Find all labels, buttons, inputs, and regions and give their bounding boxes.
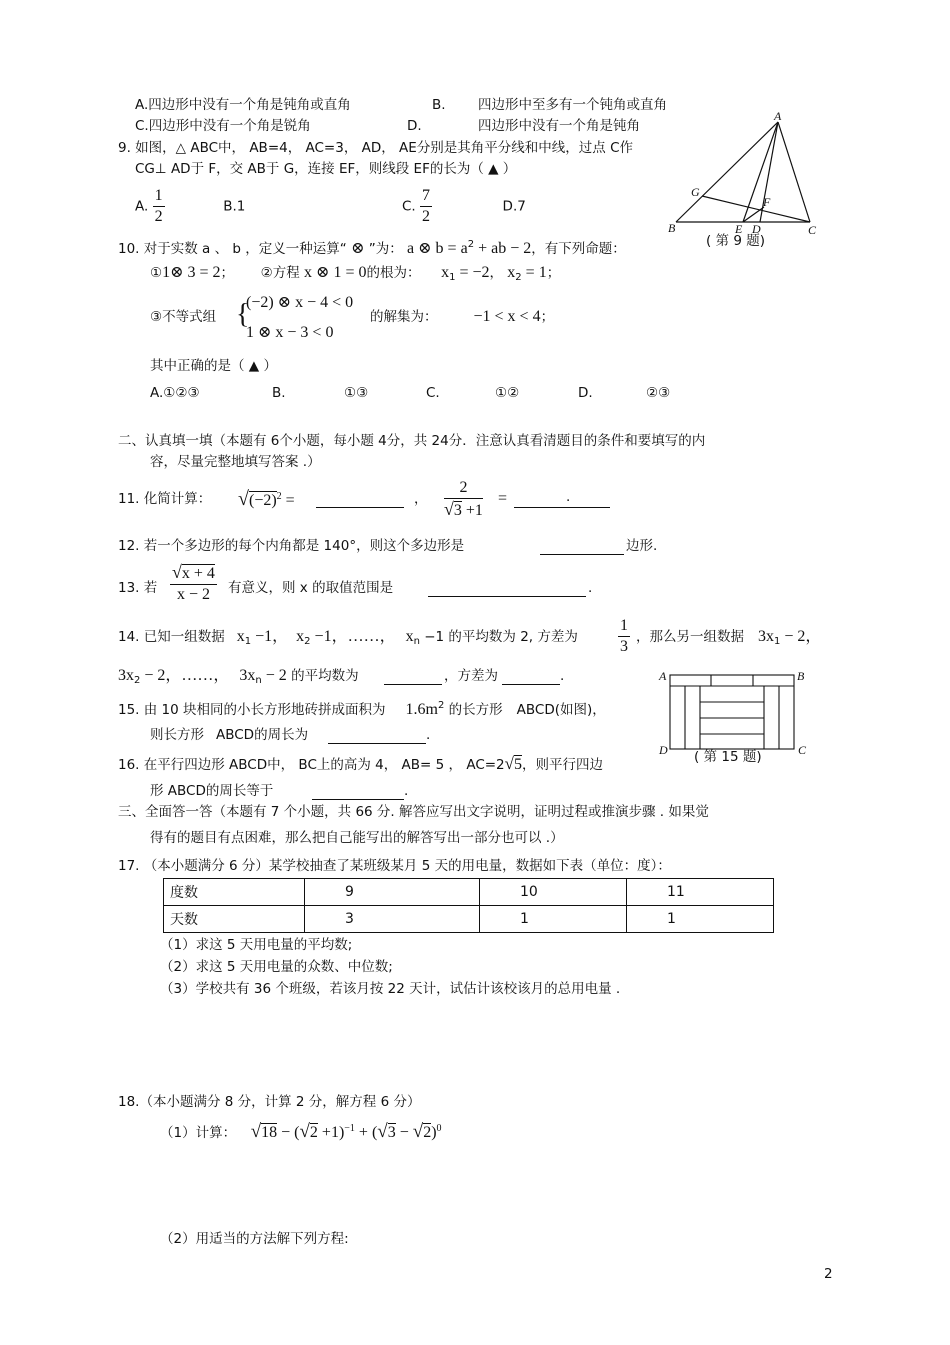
q15-label-c: C [798,743,807,756]
q8-option-c: C.四边形中没有一个角是锐角 [135,118,311,134]
q17-subquestion-2: （2）求这 5 天用电量的众数、中位数; [160,959,393,975]
q14-blank-mean[interactable] [384,668,442,685]
q10-option-c: ①② [495,385,520,401]
section2-heading-line1: 二、认真填一填（本题有 6个小题，每小题 4分，共 24分．注意认真看清题目的条件和要填写的内 [118,433,706,449]
q15-figure-caption: ( 第 15 题) [694,749,762,765]
q9-label-g: G [691,185,700,199]
section3-heading-line2: 得有的题目有点困难，那么把自己能写出的解答写出一部分也可以 .） [150,830,564,846]
q18-calculation: （1）计算： $√18 - (√2 +1)^{-1} + (√3 - √2)^0$ [160,1121,442,1142]
q10-propositions-1-2: ①1⊗ 3 = 2； ②方程 x ⊗ 1 = 0的根为： $x_1 = -2$， $x_2 = 1$； [150,264,561,283]
q10-which-correct: 其中正确的是（ ▲ ） [150,358,277,374]
q15-label-a: A [659,669,667,683]
table-row [164,906,774,933]
q15-blank[interactable] [328,727,426,744]
q9-label-c: C [808,223,817,237]
q9-figure-caption: ( 第 9 题) [706,233,765,249]
q9-option-a: A. [135,198,149,215]
q14-line2: $3x_2 - 2$，……， $3x_n - 2$ 的平均数为 [118,667,359,686]
q11-equals-2: = [498,490,508,507]
q9-option-b: B.1 [223,198,246,215]
q11-label: 11. 化简计算： [118,491,212,507]
q17-electricity-table [163,878,774,933]
q17-heading: 17. （本小题满分 6 分）某学校抽查了某班级某月 5 天的用电量，数据如下表（单位：度）： [118,858,671,874]
q11-blank-2[interactable] [514,491,610,508]
q10-option-c-label: C. [426,385,440,401]
q13-dot: . [588,580,593,596]
q15-rectangle-figure [656,666,812,756]
q14-variance-fraction: $\frac{1}{3}$ [620,617,628,655]
q16-blank[interactable] [312,783,404,800]
q10-option-a: A.①②③ [150,385,200,401]
q15-dot: . [426,727,431,743]
q14-variance-text: ，方差为 [444,668,498,684]
q16-dot: . [404,783,409,799]
q10-proposition-3-solution: 的解集为： −1 < x < 4； [370,308,555,325]
table-cell: 11 [627,879,774,906]
q9-label-d: D [752,222,761,236]
q16-line2: 形 ABCD的周长等于 [150,783,274,799]
q9-label-e: E [735,222,743,236]
q9-line2: CG⊥ AD于 F，交 AB于 G，连接 EF，则线段 EF的长为（ ▲ ） [135,161,517,177]
q9-option-c-fraction: $\frac{7}{2}$ [421,187,430,225]
q10-system-row2: 1 ⊗ x − 3 < 0 [246,324,334,341]
q9-label-a: A [774,110,782,123]
q13-label: 13. 若 [118,580,158,596]
q10-proposition-3-label: ③不等式组 [150,309,217,325]
q14-line1: 14. 已知一组数据 $x_1 -1$， $x_2 -1$，……， $x_n -1$ 的平均数为 2, 方差为 [118,628,578,647]
q12-tail: 边形. [626,538,658,554]
q9-option-d: D.7 [502,198,526,215]
q16-line1: 16. 在平行四边形 ABCD中， BC上的高为 4， AB= 5 ， AC=2√5，则平行四边 [118,754,603,773]
q10-option-d-label: D. [578,385,593,401]
table-cell: 天数 [164,906,305,933]
q15-label-d: D [659,743,668,756]
q17-subquestion-3: （3）学校共有 36 个班级，若该月按 22 天计，试估计该校该月的总用电量 . [160,981,621,997]
table-cell: 1 [480,906,627,933]
q18-equation-instruction: （2）用适当的方法解下列方程: [160,1231,349,1247]
q8-option-d-label: D. [407,118,422,134]
q14-line1-tail: ，那么另一组数据 $3x_1 - 2$， [636,628,822,647]
q17-subquestion-1: （1）求这 5 天用电量的平均数; [160,937,353,953]
q15-label-b: B [797,669,805,683]
q8-option-a: A.四边形中没有一个角是钝角或直角 [135,97,351,113]
q11-comma: ， [414,491,428,507]
q10-option-b-label: B. [272,385,286,401]
q11-fraction: $\frac{2}{√3 +1}$ [444,479,483,519]
q12-text: 12. 若一个多边形的每个内角都是 140°，则这个多边形是 [118,538,465,554]
q10-system-brace: { [236,299,250,330]
q11-dot: . [566,489,571,505]
table-cell: 9 [305,879,480,906]
section3-heading-line1: 三、全面答一答（本题有 7 个小题，共 66 分. 解答应写出文字说明，证明过程或推演步骤 . 如果觉 [118,804,709,820]
q9-option-a-fraction: $\frac{1}{2}$ [154,187,163,225]
q9-label-f: F [763,195,771,209]
page-number: 2 [824,1266,833,1282]
q13-text: 有意义，则 x 的取值范围是 [228,580,394,596]
table-cell: 1 [627,906,774,933]
q18-heading: 18.（本小题满分 8 分，计算 2 分，解方程 6 分） [118,1094,421,1110]
q14-blank-variance[interactable] [502,668,560,685]
q9-option-c: C. [401,198,416,215]
q9-label-b: B [668,221,676,235]
table-cell: 10 [480,879,627,906]
q10-line1: 10. 对于实数 a 、 b ，定义一种运算“ ⊗ ”为： a ⊗ $b = a^2$ + ab − 2，有下列命题： [118,239,626,257]
q9-line1: 9. 如图，△ ABC中， AB=4， AC=3， AD， AE分别是其角平分线和中线，过点 C作 [118,140,634,156]
table-row [164,879,774,906]
section2-heading-line2: 容，尽量完整地填写答案 .） [150,454,321,470]
q9-options [135,186,526,227]
q11-expression-1: $√(-2)^2$ = [238,488,295,510]
q15-line2: 则长方形 ABCD的周长为 [150,727,309,743]
q8-option-d: 四边形中没有一个角是钝角 [478,118,640,134]
q10-option-d: ②③ [646,385,671,401]
q8-option-b-label: B. [432,97,446,113]
table-cell: 3 [305,906,480,933]
q8-option-b: 四边形中至多有一个钝角或直角 [478,97,667,113]
q12-blank[interactable] [540,538,624,555]
q15-line1: 15. 由 10 块相同的小长方形地砖拼成面积为 $1.6m^2$ 的长方形 ABCD(如图)， [118,700,606,718]
q11-blank-1[interactable] [316,491,404,508]
q13-fraction: $\frac{√x + 4}{x - 2}$ [172,562,215,603]
q10-system-row1: (−2) ⊗ x − 4 < 0 [246,294,354,311]
q10-option-b: ①③ [344,385,369,401]
q9-triangle-figure [664,110,834,250]
q14-dot: . [560,668,565,684]
q13-blank[interactable] [428,580,586,597]
table-cell: 度数 [164,879,305,906]
